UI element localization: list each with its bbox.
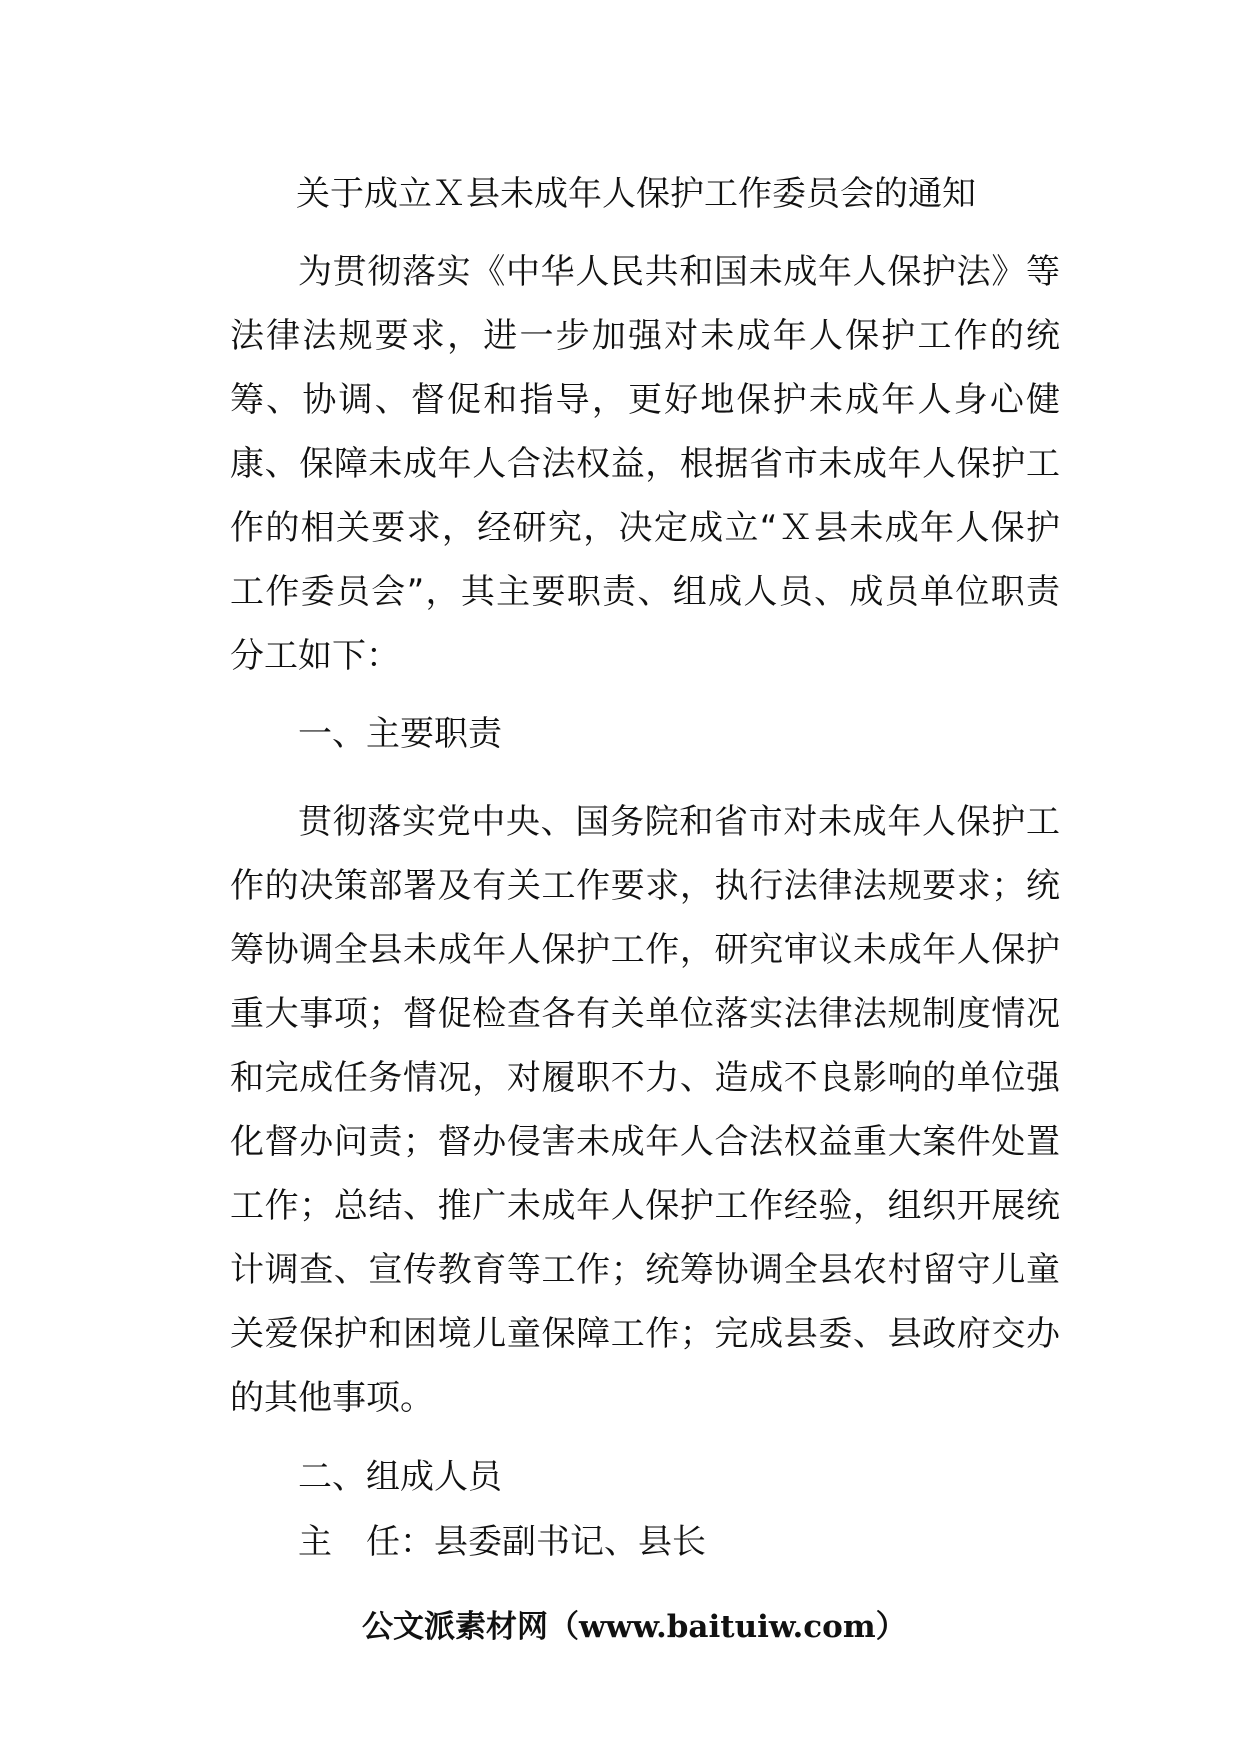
section-heading-duties: 一、主要职责 [298,714,502,754]
director-line: 主 任：县委副书记、县长 [298,1522,706,1562]
section-heading-members: 二、组成人员 [298,1457,502,1497]
document-title: 关于成立Ｘ县未成年人保护工作委员会的通知 [296,174,976,214]
section-body-duties: 贯彻落实党中央、国务院和省市对未成年人保护工作的决策部署及有关工作要求，执行法律法规要求；统筹协调全县未成年人保护工作，研究审议未成年人保护重大事项；督促检查各有关单位落实法律法规制度情况和完成任务情况，对履职不力、造成不良影响的单位强化督办问责；督办侵害未成年人合法权益重大案件处置工作；总结、推广未成年人保护工作经验，组织开展统计调查、宣传教育等工作；统筹协调全县农村留守儿童关爱保护和困境儿童保障工作；完成县委、县政府交办的其他事项。 [230,802,1060,1418]
intro-paragraph: 为贯彻落实《中华人民共和国未成年人保护法》等法律法规要求，进一步加强对未成年人保护工作的统筹、协调、督促和指导，更好地保护未成年人身心健康、保障未成年人合法权益，根据省市未成年人保护工作的相关要求，经研究，决定成立“Ｘ县未成年人保护工作委员会”，其主要职责、组成人员、成员单位职责分工如下： [230,252,1060,676]
footer-watermark: 公文派素材网（www.baituiw.com） [362,1609,907,1645]
